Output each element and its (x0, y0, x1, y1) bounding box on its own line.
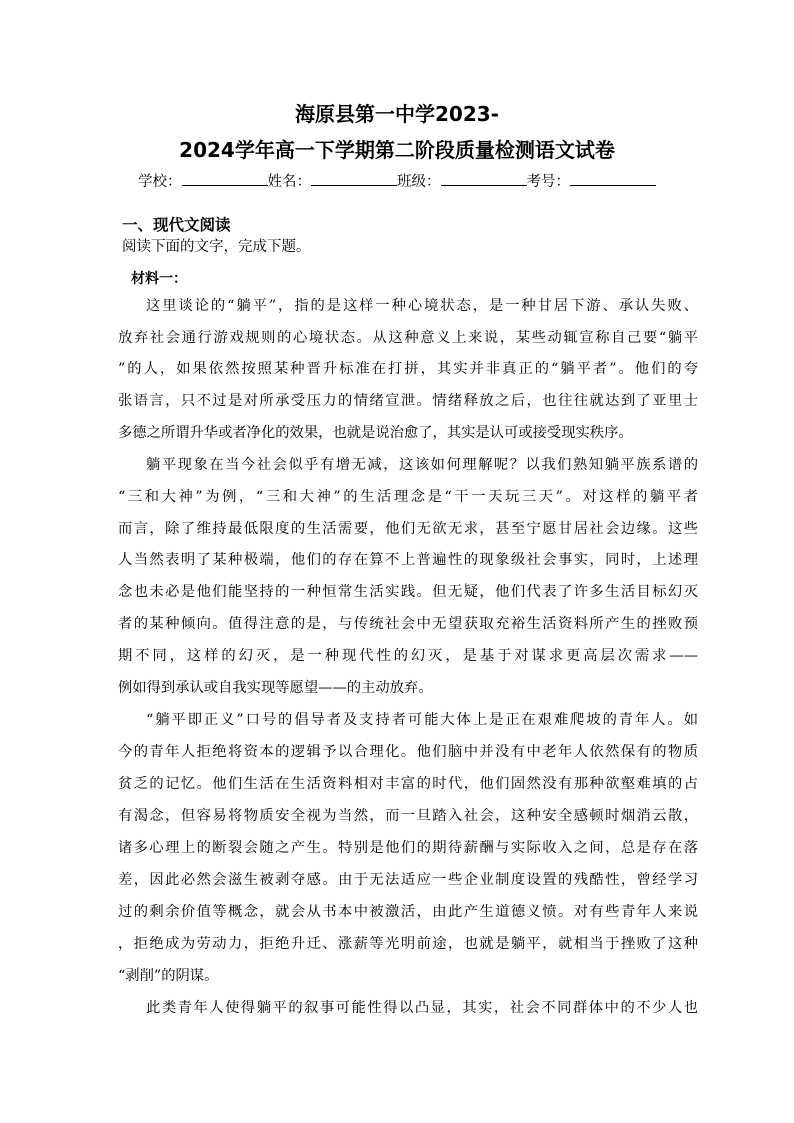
exam-number-blank[interactable] (570, 170, 656, 186)
school-blank[interactable] (182, 170, 268, 186)
body-line: 躺平现象在当今社会似乎有增无减，这该如何理解呢？以我们熟知躺平族系谱的 (146, 457, 698, 473)
body-line: 有渴念，但容易将物质安全视为当然，而一旦踏入社会，这种安全感顿时烟消云散， (118, 808, 698, 824)
exam-title-line-2: 2024学年高一下学期第二阶段质量检测语文试卷 (179, 138, 615, 162)
body-line: 此类青年人使得躺平的叙事可能性得以凸显，其实，社会不同群体中的不少人也 (146, 1000, 698, 1016)
body-line: 贫乏的记忆。他们生活在生活资料相对丰富的时代，他们固然没有那种欲壑难填的占 (118, 776, 698, 792)
body-line: 放弃社会通行游戏规则的心境状态。从这种意义上来说，某些动辄宣称自己要“躺平 (118, 330, 698, 346)
body-line: ，拒绝成为劳动力，拒绝升迁、涨薪等光明前途，也就是躺平，就相当于挫败了这种 (118, 936, 698, 952)
name-blank[interactable] (311, 170, 397, 186)
body-line: 诸多心理上的断裂会随之产生。特别是他们的期待薪酬与实际收入之间，总是存在落 (118, 840, 698, 856)
class-blank[interactable] (441, 170, 527, 186)
reading-instruction: 阅读下面的文字，完成下题。 (122, 239, 311, 255)
body-line: “躺平即正义”口号的倡导者及支持者可能大体上是正在艰难爬坡的青年人。如 (146, 712, 698, 728)
body-line: 多德之所谓升华或者净化的效果，也就是说治愈了，其实是认可或接受现实秩序。 (118, 425, 633, 441)
body-line: 念也未必是他们能坚持的一种恒常生活实践。但无疑，他们代表了许多生活目标幻灭 (118, 584, 698, 600)
exam-title-line-1: 海原县第一中学2023- (295, 102, 499, 126)
student-info-line (0, 170, 794, 193)
section-heading: 一、现代文阅读 (122, 216, 231, 234)
class-label: 班级： (397, 174, 441, 190)
body-line: 今的青年人拒绝将资本的逻辑予以合理化。他们脑中并没有中老年人依然保有的物质 (118, 744, 698, 760)
body-line: 过的剩余价值等概念，就会从书本中被激活，由此产生道德义愤。对有些青年人来说 (118, 904, 698, 920)
body-line: 这里谈论的“躺平”，指的是这样一种心境状态，是一种甘居下游、承认失败、 (146, 298, 698, 314)
body-line: 差，因此必然会滋生被剥夺感。由于无法适应一些企业制度设置的残酷性，曾经学习 (118, 872, 698, 888)
exam-number-label: 考号： (526, 174, 570, 190)
body-line: 张语言，只不过是对所承受压力的情绪宣泄。情绪释放之后，也往往就达到了亚里士 (118, 393, 698, 409)
body-line: 而言，除了维持最低限度的生活需要，他们无欲无求，甚至宁愿甘居社会边缘。这些 (118, 521, 698, 537)
body-line: 期不同，这样的幻灭，是一种现代性的幻灭，是基于对谋求更高层次需求—— (118, 648, 698, 664)
body-line: 者的某种倾向。值得注意的是，与传统社会中无望获取充裕生活资料所产生的挫败预 (118, 616, 698, 632)
body-line: 例如得到承认或自我实现等愿望——的主动放弃。 (118, 680, 433, 696)
body-line: ”的人，如果依然按照某种晋升标准在打拼，其实并非真正的“躺平者”。他们的夸 (118, 361, 698, 377)
body-line: “剥削”的阴谋。 (118, 968, 219, 984)
material-label: 材料一： (131, 271, 187, 287)
body-line: “三和大神”为例，“三和大神”的生活理念是“干一天玩三天”。对这样的躺平者 (118, 489, 698, 505)
name-label: 姓名： (267, 174, 311, 190)
body-line: 人当然表明了某种极端，他们的存在算不上普遍性的现象级社会事实，同时，上述理 (118, 552, 698, 568)
school-label: 学校： (138, 174, 182, 190)
